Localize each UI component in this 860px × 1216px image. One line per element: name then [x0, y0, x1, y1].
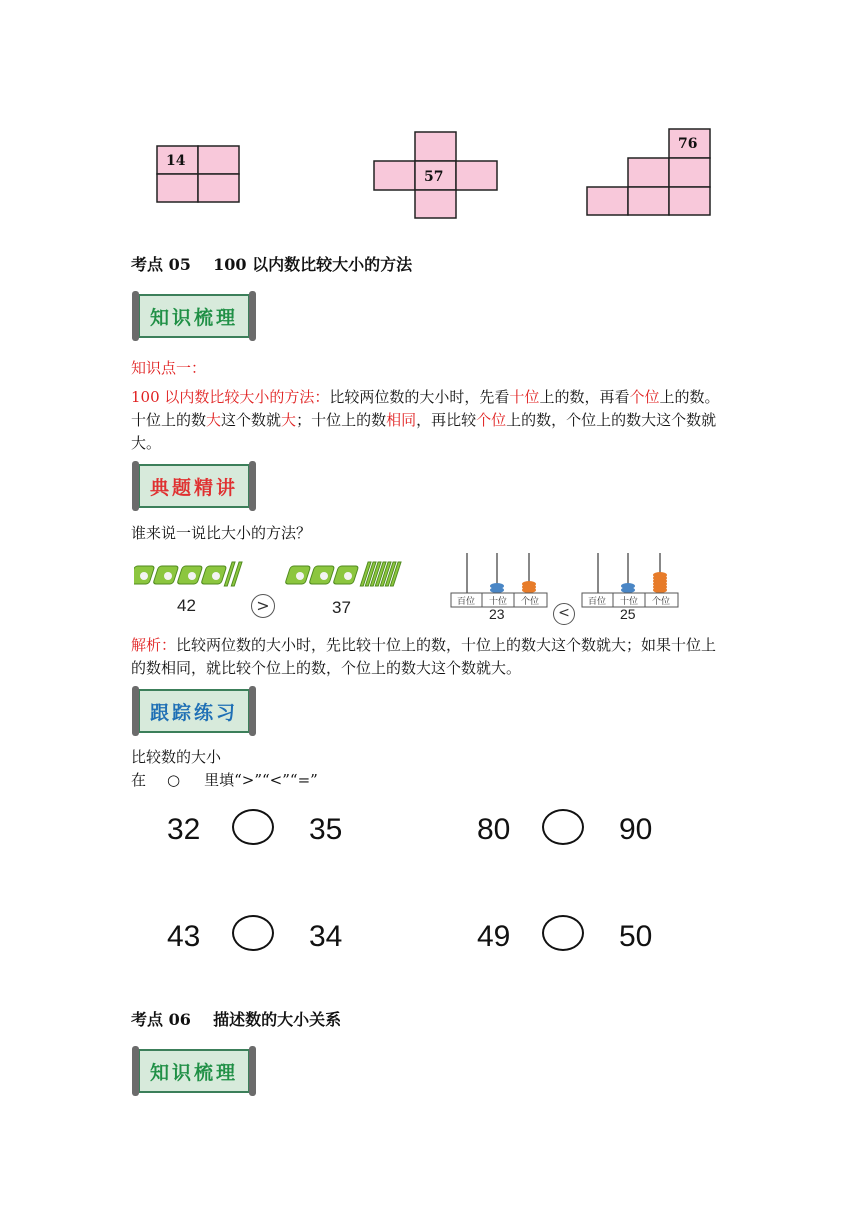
- section-06-heading: 考点 06 描述数的大小关系: [131, 1010, 342, 1029]
- practice-banner: [132, 686, 256, 736]
- answer-circle[interactable]: [232, 809, 274, 845]
- abacus-label-ones: 个位: [520, 597, 540, 607]
- exercise-number: 34: [309, 920, 343, 953]
- banner-label: 知识梳理: [149, 1061, 238, 1084]
- abacus-right-number: 25: [620, 606, 636, 622]
- knowledge-point-label: 知识点一：: [131, 359, 207, 377]
- abacus-label-tens: 十位: [619, 597, 639, 607]
- knowledge-paragraph: 100 以内数比较大小的方法：比较两位数的大小时，先看十位上的数，再看个位上的数。十位上的数大这个数就大；十位上的数相同，再比较个位上的数，个位上的数大这个数就大。: [131, 388, 720, 452]
- number-grid-76: [585, 127, 715, 219]
- number-grid-14: [155, 144, 245, 206]
- grid-number: 76: [678, 136, 698, 152]
- exercise-number: 49: [477, 920, 511, 953]
- grid-number: 57: [424, 169, 444, 185]
- practice-title: 比较数的大小: [131, 748, 222, 766]
- exercise-number: 43: [167, 920, 201, 953]
- banner-label: 跟踪练习: [149, 701, 238, 724]
- exercise-number: 32: [167, 813, 201, 846]
- sticks-left-number: 42: [177, 596, 196, 615]
- answer-circle[interactable]: [542, 809, 584, 845]
- answer-circle[interactable]: [232, 915, 274, 951]
- practice-instruction: 在 ○ 里填“>”“<”“=”: [131, 771, 318, 789]
- grid-number: 14: [166, 153, 186, 169]
- answer-circle[interactable]: [542, 915, 584, 951]
- abacus-label-ones: 个位: [651, 597, 671, 607]
- analysis-paragraph: 解析：比较两位数的大小时，先比较十位上的数，十位上的数大这个数就大；如果十位上的数相同，就比较个位上的数，个位上的数大这个数就大。: [131, 636, 717, 677]
- banner-label: 典题精讲: [149, 476, 238, 499]
- abacus-right: [580, 551, 680, 609]
- sticks-illustration: [134, 556, 424, 596]
- abacus-left: [449, 551, 549, 609]
- exercise-number: 90: [619, 813, 653, 846]
- knowledge-summary-banner-2: [132, 1046, 256, 1096]
- section-05-heading: 考点 05 100 以内数比较大小的方法: [131, 255, 413, 274]
- abacus-label-hundreds: 百位: [456, 597, 476, 607]
- abacus-label-hundreds: 百位: [587, 597, 607, 607]
- number-grid-57: [372, 130, 502, 222]
- example-question: 谁来说一说比大小的方法？: [131, 524, 312, 542]
- sticks-right-number: 37: [332, 598, 351, 617]
- exercise-number: 35: [309, 813, 343, 846]
- compare-symbol-lt: <: [553, 603, 575, 625]
- exercise-number: 50: [619, 920, 653, 953]
- exercise-number: 80: [477, 813, 511, 846]
- compare-symbol-gt: >: [251, 594, 275, 618]
- abacus-label-tens: 十位: [488, 597, 508, 607]
- banner-label: 知识梳理: [149, 306, 238, 329]
- example-banner: [132, 461, 256, 511]
- knowledge-summary-banner: [132, 291, 256, 341]
- abacus-left-number: 23: [489, 606, 505, 622]
